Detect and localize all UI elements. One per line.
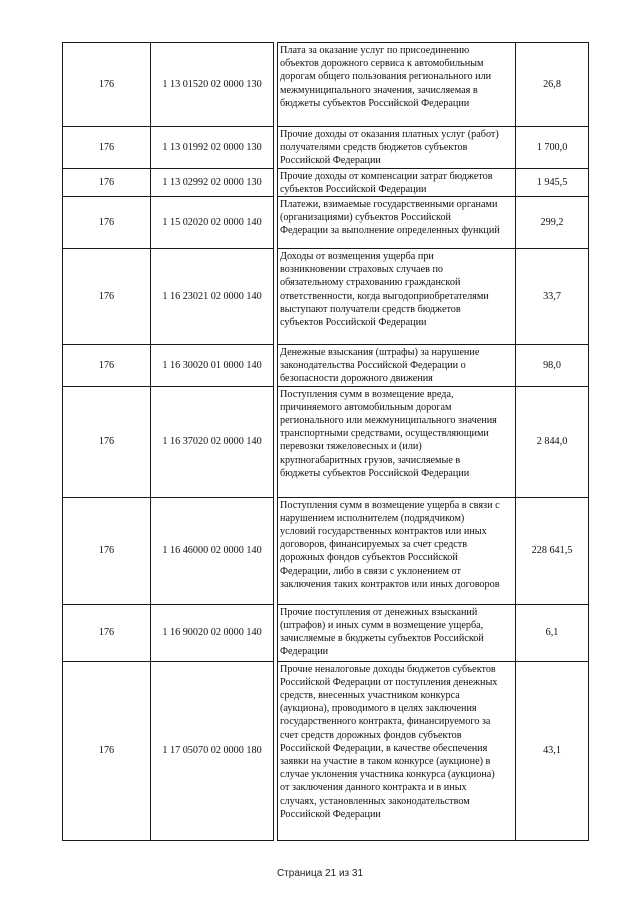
revenue-name-line: Плата за оказание услуг по присоединению [280, 45, 470, 56]
table-row [63, 43, 589, 127]
table-row [63, 127, 589, 169]
budget-code-cell: 1 16 37020 02 0000 140 [151, 386, 274, 497]
table-row [63, 604, 589, 661]
revenue-name-line: условий государственных контрактов или иных [280, 526, 487, 538]
revenue-name-line: субъектов Российской Федерации [280, 317, 427, 329]
revenue-name-line: законодательства Российской Федерации о [280, 360, 466, 372]
revenue-name-line: объектов дорожного сервиса к автомобильным [280, 58, 484, 70]
amount-cell: 2 844,0 [516, 386, 589, 497]
revenue-name-line: (штрафов) и иных сумм в возмещение ущерба, [280, 619, 484, 631]
revenue-name-cell [278, 661, 516, 840]
table-row [63, 168, 589, 196]
amount-cell: 43,1 [516, 661, 589, 840]
revenue-name-line: Прочие доходы от оказания платных услуг (работ) [280, 129, 499, 140]
revenue-name-line: межмуниципального значения, зачисляемая в [280, 84, 478, 96]
revenue-name-line: Прочие неналоговые доходы бюджетов субъектов [280, 663, 496, 675]
revenue-name-cell [278, 604, 516, 661]
revenue-name-line: дорожных фондов субъектов Российской [280, 552, 458, 564]
table-row [63, 497, 589, 604]
revenue-name-line: Поступления сумм в возмещение ущерба в связи с [280, 499, 500, 511]
revenue-name-line: средств, внесенных участником конкурса [280, 690, 460, 702]
revenue-name-cell [278, 497, 516, 604]
admin-code-cell: 176 [63, 604, 151, 661]
table-row [63, 661, 589, 840]
table-row [63, 386, 589, 497]
revenue-name-line: Прочие доходы от компенсации затрат бюджетов [280, 170, 493, 182]
revenue-name-line: получателями средств бюджетов субъектов [280, 142, 468, 154]
revenue-name-line: бюджеты субъектов Российской Федерации [280, 467, 470, 479]
revenue-name-line: возникновении страховых случаев по [280, 264, 444, 276]
page-number: Страница 21 из 31 [276, 868, 364, 879]
revenue-name-cell [278, 168, 516, 196]
admin-code-cell: 176 [63, 127, 151, 169]
revenue-name-line: Российской Федерации от поступления денежных [280, 676, 498, 688]
amount-cell: 98,0 [516, 345, 589, 387]
revenue-name-line: ответственности, когда выгодоприобретателями [280, 290, 489, 302]
revenue-name-cell [278, 127, 516, 169]
revenue-name-line: (организациями) субъектов Российской [280, 212, 452, 224]
budget-code-cell: 1 16 30020 01 0000 140 [151, 345, 274, 387]
revenue-name-cell [278, 197, 516, 249]
admin-code-cell: 176 [63, 345, 151, 387]
amount-cell: 228 641,5 [516, 497, 589, 604]
revenue-name-line: причиняемого автомобильным дорогам [280, 401, 452, 413]
amount-cell: 6,1 [516, 604, 589, 661]
revenue-name-line: заключения таких контрактов или иных договоров [280, 578, 500, 590]
admin-code-cell: 176 [63, 197, 151, 249]
revenue-name-line: выступают получатели средств бюджетов [280, 303, 461, 315]
revenue-name-line: (аукциона), проводимого в целях заключения [280, 703, 477, 715]
amount-cell: 26,8 [516, 43, 589, 127]
revenue-name-line: дорогам общего пользования регионального или [280, 71, 492, 83]
revenue-name-line: Российской Федерации [280, 808, 381, 820]
revenue-name-line: случаях, установленных законодательством [280, 795, 470, 807]
amount-cell: 1 945,5 [516, 168, 589, 196]
amount-cell: 299,2 [516, 197, 589, 249]
budget-code-cell: 1 16 46000 02 0000 140 [151, 497, 274, 604]
revenue-name-line: перевозки тяжеловесных и (или) [280, 441, 422, 453]
revenue-name-line: Российской Федерации, в качестве обеспечения [280, 742, 488, 754]
revenue-name-line: Доходы от возмещения ущерба при [280, 251, 434, 263]
table-row [63, 197, 589, 249]
revenue-name-line: Федерации, либо в связи с уклонением от [280, 565, 461, 577]
admin-code-cell: 176 [63, 497, 151, 604]
revenue-name-line: крупногабаритных грузов, зачисляемые в [280, 454, 461, 466]
table-row [63, 345, 589, 387]
budget-code-cell: 1 15 02020 02 0000 140 [151, 197, 274, 249]
revenue-name-line: Прочие поступления от денежных взысканий [280, 606, 478, 618]
revenue-name-line: Федерации за выполнение определенных функций [280, 225, 500, 237]
revenue-name-line: договоров, финансируемых за счет средств [280, 539, 468, 551]
revenue-name-line: от заключения данного контракта и в иных [280, 782, 467, 794]
revenue-name-line: заявки на участие в таком конкурсе (аукционе) в [280, 756, 491, 768]
revenue-name-line: обязательному страхованию гражданской [280, 277, 461, 289]
admin-code-cell: 176 [63, 43, 151, 127]
revenue-name-line: транспортными средствами, осуществляющими [280, 428, 489, 440]
revenue-name-cell [278, 43, 516, 127]
revenue-name-line: Поступления сумм в возмещение вреда, [280, 388, 454, 400]
budget-code-cell: 1 13 01520 02 0000 130 [151, 43, 274, 127]
revenue-name-line: зачисляемые в бюджеты субъектов Российской [280, 633, 484, 645]
budget-code-cell: 1 17 05070 02 0000 180 [151, 661, 274, 840]
admin-code-cell: 176 [63, 168, 151, 196]
budget-code-cell: 1 13 02992 02 0000 130 [151, 168, 274, 196]
revenue-name-line: Платежи, взимаемые государственными органами [280, 199, 498, 211]
revenue-name-line: бюджеты субъектов Российской Федерации [280, 97, 470, 109]
budget-code-cell: 1 16 23021 02 0000 140 [151, 249, 274, 345]
revenue-name-line: случае уклонения участника конкурса (аукциона) [280, 769, 495, 781]
revenue-name-line: государственного контракта, финансируемого за [280, 716, 491, 728]
budget-code-cell: 1 13 01992 02 0000 130 [151, 127, 274, 169]
revenue-table [62, 42, 589, 841]
revenue-name-line: Федерации [280, 646, 329, 658]
admin-code-cell: 176 [63, 661, 151, 840]
revenue-name-line: Российской Федерации [280, 155, 381, 167]
budget-code-cell: 1 16 90020 02 0000 140 [151, 604, 274, 661]
amount-cell: 1 700,0 [516, 127, 589, 169]
revenue-name-line: регионального или межмуниципального значения [280, 415, 497, 427]
revenue-name-cell [278, 249, 516, 345]
amount-cell: 33,7 [516, 249, 589, 345]
revenue-name-line: Денежные взыскания (штрафы) за нарушение [280, 347, 480, 359]
revenue-name-cell [278, 386, 516, 497]
revenue-name-line: безопасности дорожного движения [280, 373, 433, 385]
revenue-name-line: субъектов Российской Федерации [280, 183, 427, 195]
revenue-name-cell [278, 345, 516, 387]
admin-code-cell: 176 [63, 386, 151, 497]
admin-code-cell: 176 [63, 249, 151, 345]
revenue-name-line: нарушением исполнителем (подрядчиком) [280, 512, 465, 524]
table-row [63, 249, 589, 345]
revenue-name-line: счет средств дорожных фондов субъектов [280, 729, 462, 741]
